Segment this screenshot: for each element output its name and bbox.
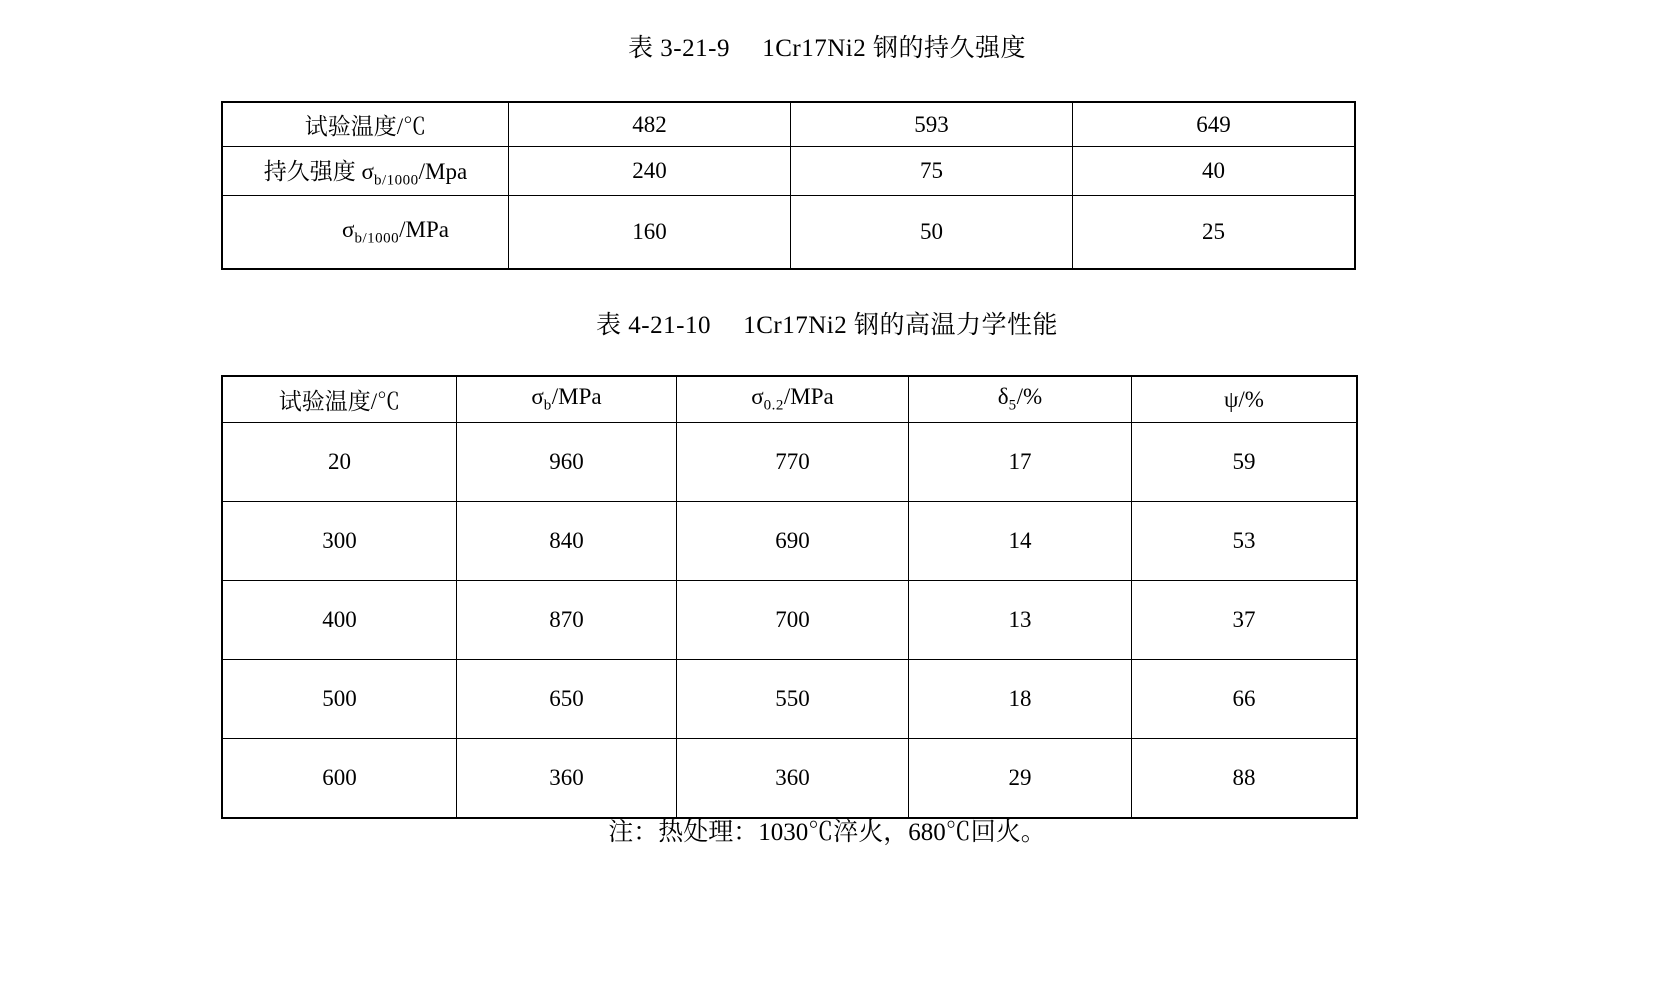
header-main: ψ bbox=[1224, 386, 1239, 412]
row-label-main: 持久强度 σ bbox=[263, 158, 374, 184]
table-2-caption: 表 4-21-10 1Cr17Ni2 钢的高温力学性能 bbox=[596, 312, 1058, 339]
cell-value: 360 bbox=[677, 739, 909, 819]
row-label-test-temperature: 试验温度/℃ bbox=[222, 102, 509, 147]
column-header-sigma-02 bbox=[677, 376, 909, 423]
cell-value: 360 bbox=[457, 739, 677, 819]
table-row bbox=[222, 660, 1357, 739]
cell-value: 593 bbox=[791, 102, 1073, 147]
cell-value: 649 bbox=[1073, 102, 1356, 147]
cell-value: 75 bbox=[791, 147, 1073, 196]
header-main: σ bbox=[751, 384, 764, 410]
cell-value: 40 bbox=[1073, 147, 1356, 196]
table-row bbox=[222, 196, 1355, 270]
durability-strength-table bbox=[221, 101, 1356, 270]
cell-value: 37 bbox=[1132, 581, 1358, 660]
cell-value: 690 bbox=[677, 502, 909, 581]
column-header-test-temperature bbox=[222, 376, 457, 423]
column-header-psi bbox=[1132, 376, 1358, 423]
header-tail: /% bbox=[1238, 386, 1264, 412]
header-subscript: 0.2 bbox=[763, 397, 784, 414]
column-header-delta-5 bbox=[909, 376, 1132, 423]
cell-value: 840 bbox=[457, 502, 677, 581]
table-row bbox=[222, 739, 1357, 819]
row-label-subscript: b/1000 bbox=[373, 172, 419, 189]
table-row bbox=[222, 581, 1357, 660]
cell-value: 600 bbox=[222, 739, 457, 819]
cell-value: 550 bbox=[677, 660, 909, 739]
cell-value: 25 bbox=[1073, 196, 1356, 270]
table-note: 注：热处理：1030℃淬火，680℃回火。 bbox=[608, 819, 1046, 846]
table-row bbox=[222, 502, 1357, 581]
cell-value: 160 bbox=[509, 196, 791, 270]
table-row bbox=[222, 423, 1357, 502]
header-main: σ bbox=[531, 384, 544, 410]
header-subscript: b bbox=[543, 397, 552, 414]
cell-value: 20 bbox=[222, 423, 457, 502]
cell-value: 770 bbox=[677, 423, 909, 502]
column-header-sigma-b bbox=[457, 376, 677, 423]
header-subscript: 5 bbox=[1008, 397, 1017, 414]
cell-value: 300 bbox=[222, 502, 457, 581]
cell-value: 29 bbox=[909, 739, 1132, 819]
cell-value: 88 bbox=[1132, 739, 1358, 819]
table-row bbox=[222, 102, 1355, 147]
cell-value: 53 bbox=[1132, 502, 1358, 581]
cell-value: 650 bbox=[457, 660, 677, 739]
header-main: δ bbox=[997, 384, 1009, 410]
row-label-wrapper bbox=[223, 217, 508, 248]
row-label-tail: /Mpa bbox=[418, 158, 468, 184]
cell-value: 14 bbox=[909, 502, 1132, 581]
table-row bbox=[222, 147, 1355, 196]
row-label-sigma-b1000 bbox=[222, 196, 509, 270]
table-header-row bbox=[222, 376, 1357, 423]
cell-value: 960 bbox=[457, 423, 677, 502]
row-label-durability-strength bbox=[222, 147, 509, 196]
table-1-caption: 表 3-21-9 1Cr17Ni2 钢的持久强度 bbox=[628, 35, 1026, 62]
header-tail: /% bbox=[1016, 384, 1043, 410]
high-temperature-mechanical-properties-table bbox=[221, 375, 1358, 819]
row-label-subscript: b/1000 bbox=[354, 230, 400, 247]
header-tail: /MPa bbox=[551, 384, 602, 410]
cell-value: 66 bbox=[1132, 660, 1358, 739]
cell-value: 18 bbox=[909, 660, 1132, 739]
cell-value: 500 bbox=[222, 660, 457, 739]
cell-value: 13 bbox=[909, 581, 1132, 660]
cell-value: 870 bbox=[457, 581, 677, 660]
header-tail: /MPa bbox=[783, 384, 834, 410]
cell-value: 482 bbox=[509, 102, 791, 147]
row-label-main: σ bbox=[342, 216, 355, 242]
row-label-tail: /MPa bbox=[399, 216, 449, 242]
cell-value: 400 bbox=[222, 581, 457, 660]
cell-value: 50 bbox=[791, 196, 1073, 270]
cell-value: 240 bbox=[509, 147, 791, 196]
header-main: 试验温度/℃ bbox=[278, 389, 401, 414]
cell-value: 59 bbox=[1132, 423, 1358, 502]
cell-value: 17 bbox=[909, 423, 1132, 502]
cell-value: 700 bbox=[677, 581, 909, 660]
